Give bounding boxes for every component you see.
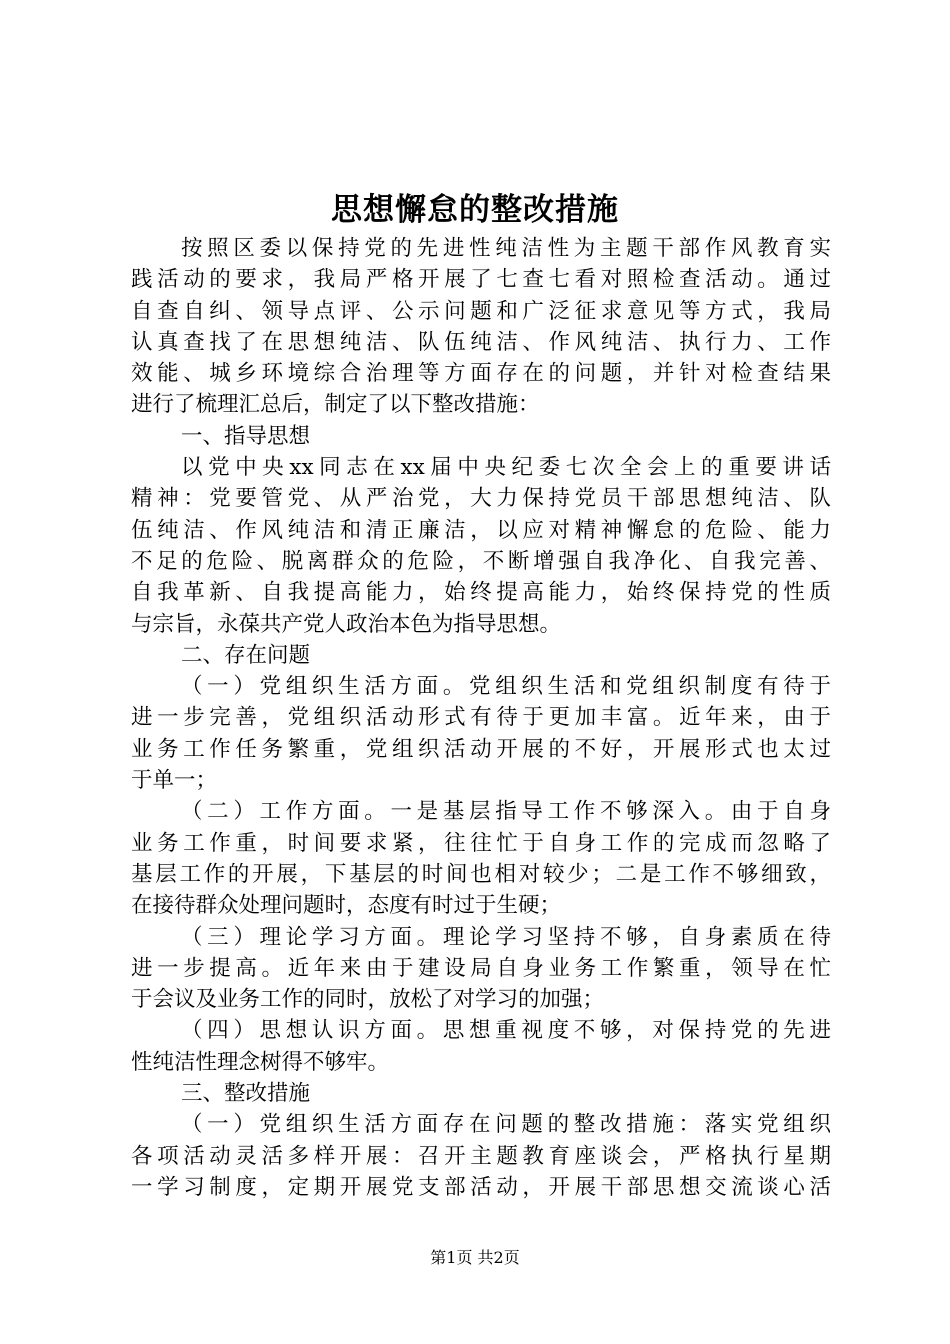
text-line: 一、指导思想 — [181, 423, 311, 449]
text-line: 二、存在问题 — [181, 642, 311, 668]
text-line: （二）工作方面。一是基层指导工作不够深入。由于自身 — [181, 799, 831, 825]
text-line: 业务工作任务繁重，党组织活动开展的不好，开展形式也太过 — [131, 736, 831, 762]
text-line: （四）思想认识方面。思想重视度不够，对保持党的先进 — [181, 1018, 831, 1044]
text-line: 与宗旨，永葆共产党人政治本色为指导思想。 — [131, 611, 562, 637]
text-line: （一）党组织生活方面。党组织生活和党组织制度有待于 — [181, 674, 831, 700]
text-line: 以党中央xx同志在xx届中央纪委七次全会上的重要讲话 — [181, 455, 831, 481]
text-line: 一学习制度，定期开展党支部活动，开展干部思想交流谈心活 — [131, 1174, 831, 1200]
text-line: 伍纯洁、作风纯洁和清正廉洁，以应对精神懈怠的危险、能力 — [131, 517, 831, 543]
text-line: 业务工作重，时间要求紧，往往忙于自身工作的完成而忽略了 — [131, 830, 831, 856]
text-line: 自查自纠、领导点评、公示问题和广泛征求意见等方式，我局 — [131, 298, 831, 324]
text-line: 践活动的要求，我局严格开展了七查七看对照检查活动。通过 — [131, 267, 831, 293]
text-line: 按照区委以保持党的先进性纯洁性为主题干部作风教育实 — [181, 236, 831, 261]
document-title: 思想懈怠的整改措施 — [331, 192, 619, 228]
text-line: 性纯洁性理念树得不够牢。 — [131, 1049, 390, 1075]
text-line: （一）党组织生活方面存在问题的整改措施：落实党组织 — [181, 1112, 831, 1138]
text-line: 于会议及业务工作的同时，放松了对学习的加强； — [131, 987, 605, 1013]
text-line: 在接待群众处理问题时，态度有时过于生硬； — [131, 893, 562, 919]
text-line: 进一步提高。近年来由于建设局自身业务工作繁重，领导在忙 — [131, 955, 831, 981]
text-line: 于单一； — [131, 768, 218, 794]
text-line: 精神：党要管党、从严治党，大力保持党员干部思想纯洁、队 — [131, 486, 831, 512]
text-line: 各项活动灵活多样开展：召开主题教育座谈会，严格执行星期 — [131, 1143, 831, 1169]
text-line: 三、整改措施 — [181, 1081, 311, 1107]
text-line: 效能、城乡环境综合治理等方面存在的问题，并针对检查结果 — [131, 361, 831, 387]
text-line: 基层工作的开展，下基层的时间也相对较少；二是工作不够细致， — [131, 861, 831, 887]
text-line: 不足的危险、脱离群众的危险，不断增强自我净化、自我完善、 — [131, 548, 831, 574]
text-line: 进行了梳理汇总后，制定了以下整改措施： — [131, 392, 540, 418]
document-body — [131, 233, 831, 1203]
page-number-footer: 第1页 共2页 — [430, 1248, 520, 1267]
text-line: （三）理论学习方面。理论学习坚持不够，自身素质在待 — [181, 924, 831, 950]
text-line: 认真查找了在思想纯洁、队伍纯洁、作风纯洁、执行力、工作 — [131, 329, 831, 355]
text-line: 进一步完善，党组织活动形式有待于更加丰富。近年来，由于 — [131, 705, 831, 731]
text-line: 自我革新、自我提高能力，始终提高能力，始终保持党的性质 — [131, 580, 831, 606]
